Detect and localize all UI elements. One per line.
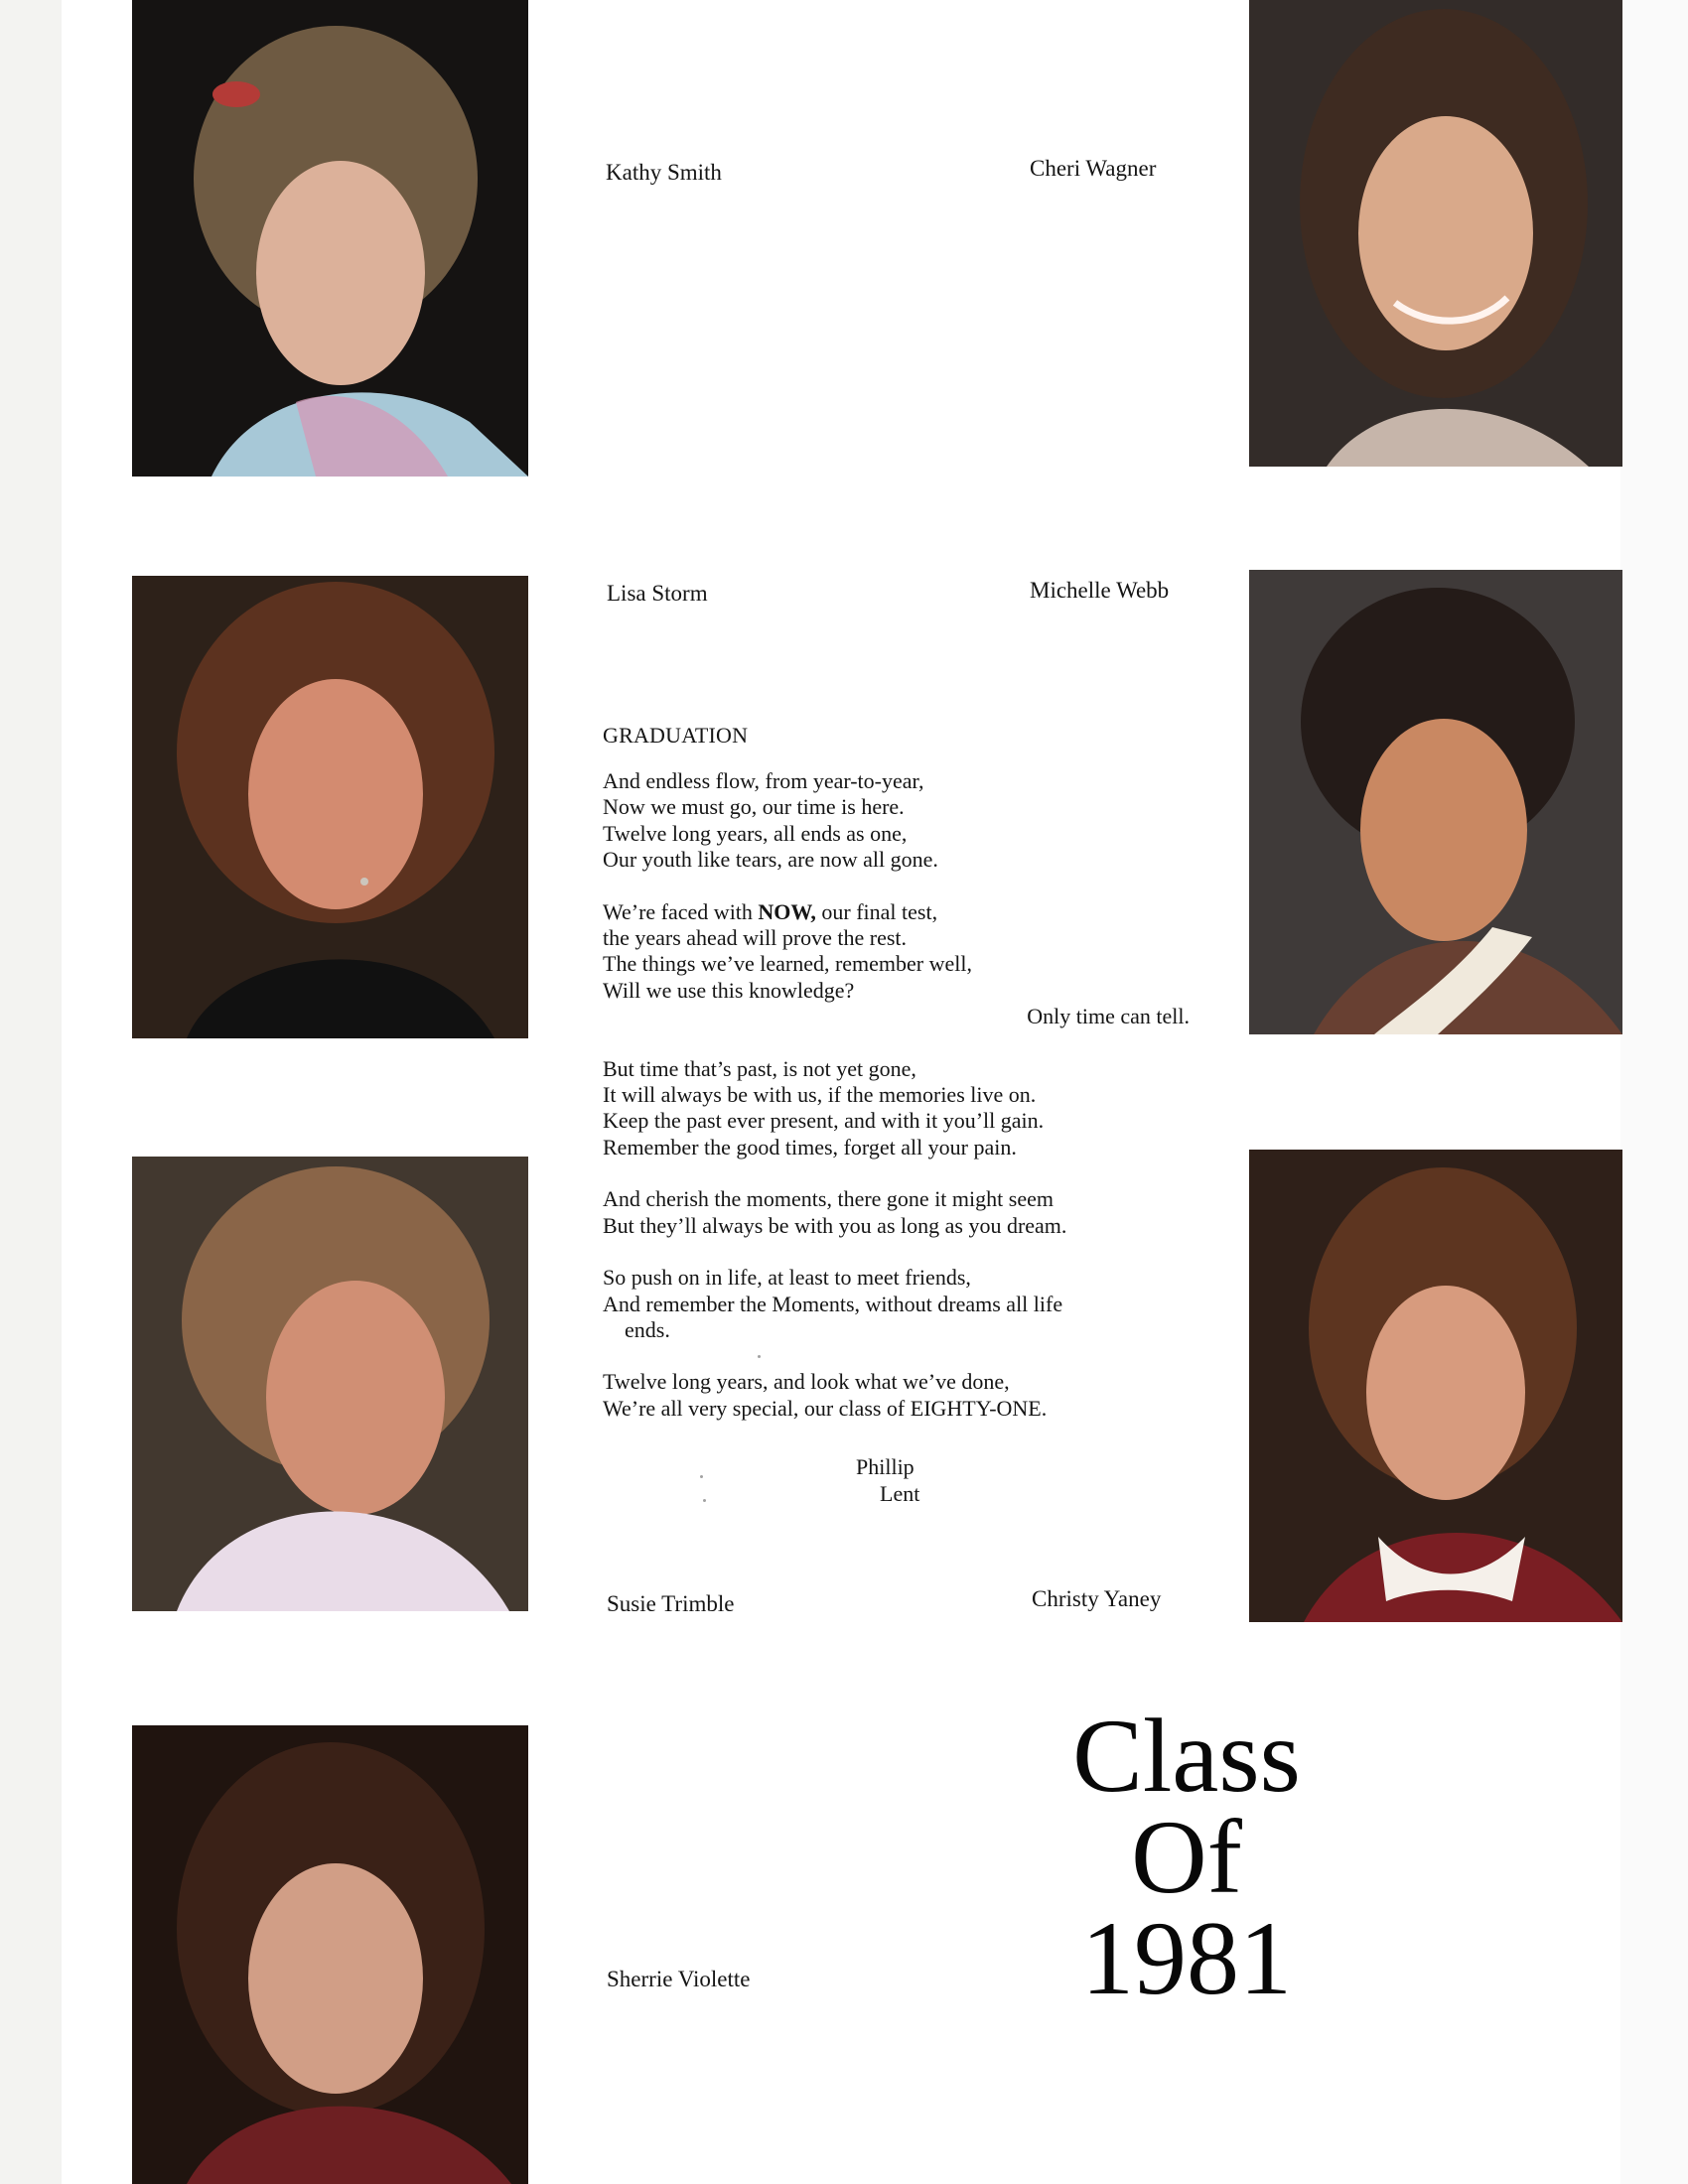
poem-line: ends.	[625, 1316, 670, 1342]
portrait-michelle-webb	[1249, 570, 1622, 1034]
poem-author-first-name: Phillip	[856, 1454, 914, 1479]
student-portrait-icon	[1249, 570, 1622, 1034]
poem-emphasis-now: NOW,	[758, 898, 816, 924]
student-name: Lisa Storm	[607, 581, 708, 606]
poem-line: It will always be with us, if the memories live on.	[603, 1082, 1037, 1108]
class-title-line: Class	[1072, 1698, 1301, 1814]
poem-line: And cherish the moments, there gone it might seem	[603, 1186, 1054, 1212]
poem-line: Keep the past ever present, and with it you’ll gain.	[603, 1108, 1045, 1134]
portrait-lisa-storm	[132, 576, 528, 1038]
print-speck	[703, 1499, 706, 1502]
poem-line: And remember the Moments, without dreams all life	[603, 1291, 1063, 1316]
poem-line: Our youth like tears, are now all gone.	[603, 847, 938, 873]
poem-author	[856, 1453, 919, 1507]
poem-line: Twelve long years, all ends as one,	[603, 820, 908, 846]
poem-stanza	[603, 1265, 1198, 1343]
class-title-line: Of	[1131, 1799, 1242, 1915]
poem-line-fragment: our final test,	[821, 898, 938, 924]
print-speck	[700, 1475, 703, 1478]
student-name: Susie Trimble	[607, 1591, 735, 1616]
poem-line: Remember the good times, forget all your pain.	[603, 1134, 1017, 1160]
poem-line: But time that’s past, is not yet gone,	[603, 1055, 916, 1081]
poem-line: And endless flow, from year-to-year,	[603, 768, 924, 793]
student-name: Sherrie Violette	[607, 1967, 751, 1991]
student-portrait-icon	[1249, 1150, 1622, 1622]
student-portrait-icon	[132, 1725, 528, 2184]
student-portrait-icon	[132, 0, 528, 477]
student-name: Kathy Smith	[606, 160, 722, 185]
student-name: Cheri Wagner	[1030, 156, 1157, 181]
poem-line: We’re all very special, our class of EIGHTY-ONE.	[603, 1395, 1048, 1421]
poem-author-last-name: Lent	[880, 1481, 920, 1506]
student-name: Christy Yaney	[1032, 1586, 1162, 1611]
poem-line: Twelve long years, and look what we’ve done,	[603, 1369, 1010, 1395]
poem-stanza	[603, 1186, 1198, 1239]
graduation-poem	[603, 723, 1198, 1447]
portrait-susie-trimble	[132, 1157, 528, 1611]
poem-line: So push on in life, at least to meet friends,	[603, 1265, 971, 1291]
poem-stanza	[603, 1056, 1198, 1161]
poem-line: the years ahead will prove the rest.	[603, 925, 908, 951]
student-portrait-icon	[132, 576, 528, 1038]
poem-line: Now we must go, our time is here.	[603, 794, 905, 820]
poem-stanza	[603, 899, 1198, 1030]
poem-line-fragment: We’re faced with	[603, 898, 753, 924]
student-name: Michelle Webb	[1030, 578, 1170, 603]
poem-line: But they’ll always be with you as long as you dream.	[603, 1212, 1067, 1238]
poem-title: GRADUATION	[603, 723, 749, 748]
portrait-kathy-smith	[132, 0, 528, 477]
class-title-line: 1981	[1081, 1900, 1292, 2016]
student-portrait-icon	[1249, 0, 1622, 467]
poem-line: The things we’ve learned, remember well,	[603, 951, 973, 977]
poem-line-with-emphasis	[603, 899, 1198, 925]
portrait-sherrie-violette	[132, 1725, 528, 2184]
student-portrait-icon	[132, 1157, 528, 1611]
poem-stanza	[603, 768, 1198, 874]
poem-stanza	[603, 1369, 1198, 1422]
portrait-christy-yaney	[1249, 1150, 1622, 1622]
page-right-margin	[1620, 0, 1688, 2184]
portrait-cheri-wagner	[1249, 0, 1622, 467]
poem-line: Only time can tell.	[1027, 1004, 1190, 1029]
print-speck	[758, 1355, 761, 1358]
class-of-1981-title	[1033, 1698, 1340, 2016]
page-left-margin	[0, 0, 62, 2184]
poem-line: Will we use this knowledge?	[603, 977, 855, 1003]
